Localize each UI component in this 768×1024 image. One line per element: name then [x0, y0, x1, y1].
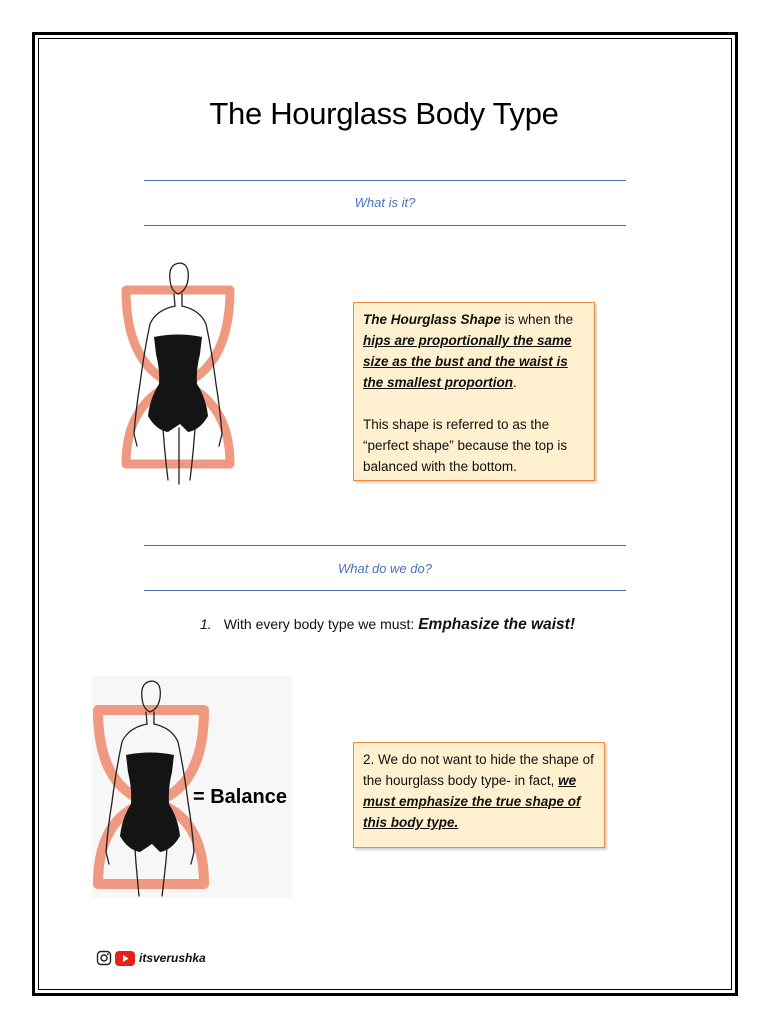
social-footer: [96, 949, 206, 967]
section-rule-bottom: [144, 590, 626, 591]
callout-lead-bold: The Hourglass Shape: [363, 312, 502, 327]
callout-emphasis: we must emphasize the true shape of this body type.: [363, 773, 581, 830]
section-heading-what-is-it: What is it?: [354, 195, 416, 210]
hourglass-figure-illustration: [118, 258, 248, 498]
emphasize-callout: [353, 742, 605, 848]
callout-lead-text: is when the: [501, 312, 574, 327]
callout-emphasis: hips are proportionally the same size as the bust and the waist is the smallest proportion: [363, 333, 572, 390]
list-text: With every body type we must:: [223, 616, 419, 632]
balance-label: = Balance: [193, 786, 287, 808]
youtube-icon[interactable]: [115, 951, 135, 966]
definition-callout: [353, 302, 595, 481]
section-heading-what-do-we-do: What do we do?: [338, 561, 432, 576]
social-handle[interactable]: itsverushka: [139, 951, 206, 965]
page-title: The Hourglass Body Type: [209, 96, 559, 131]
callout-text: 2. We do not want to hide the shape of the hourglass body type- in fact,: [363, 752, 594, 788]
list-number: 1.: [200, 616, 212, 632]
section-rule-top: [144, 545, 626, 546]
list-emphasis: Emphasize the waist!: [418, 616, 575, 633]
section-rule-bottom: [144, 225, 626, 226]
list-item-1: [200, 616, 575, 634]
callout-paragraph-2: This shape is referred to as the “perfect shape” because the top is balanced with the bottom.: [363, 417, 568, 474]
instagram-icon[interactable]: [96, 950, 112, 966]
callout-end: .: [513, 375, 517, 390]
section-rule-top: [144, 180, 626, 181]
